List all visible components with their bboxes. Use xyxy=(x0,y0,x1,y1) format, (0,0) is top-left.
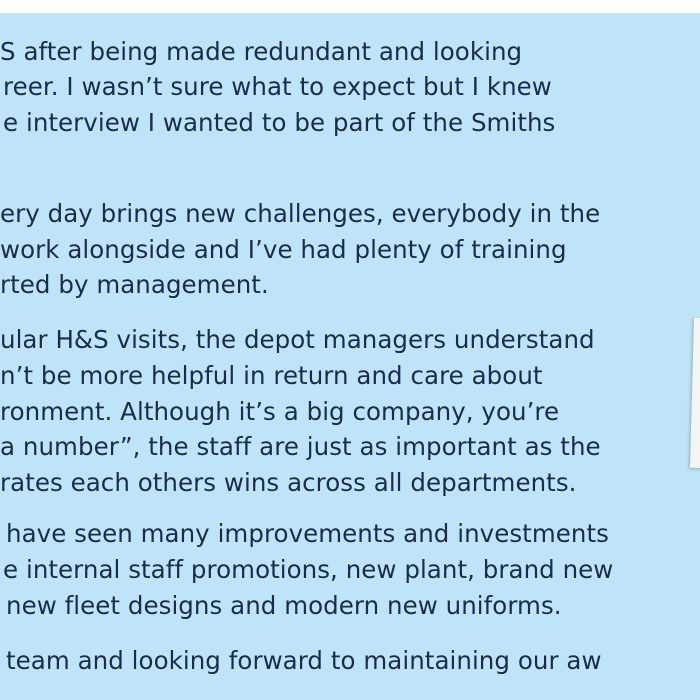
text-line: ronment. Although it’s a big company, you’re xyxy=(0,397,560,426)
text-line: new fleet designs and modern new uniforms. xyxy=(6,591,562,620)
text-line: have seen many improvements and investments xyxy=(6,519,609,548)
text-line: S after being made redundant and looking xyxy=(0,37,523,66)
text-line: rted by management. xyxy=(0,270,269,299)
text-line: e interview I wanted to be part of the Smiths xyxy=(3,108,556,137)
text-line: work alongside and I’ve had plenty of training xyxy=(0,235,567,264)
text-line: n’t be more helpful in return and care about xyxy=(0,361,543,390)
text-line: team and looking forward to maintaining our aw xyxy=(6,646,602,675)
text-line: rates each others wins across all departments. xyxy=(0,468,577,497)
text-line: reer. I wasn’t sure what to expect but I knew xyxy=(3,72,552,101)
text-line: ery day brings new challenges, everybody in the xyxy=(0,199,601,228)
text-line: a number”, the staff are just as important as the xyxy=(0,432,601,461)
text-line: e internal staff promotions, new plant, brand new xyxy=(3,555,614,584)
text-line: ular H&S visits, the depot managers understand xyxy=(0,325,595,354)
